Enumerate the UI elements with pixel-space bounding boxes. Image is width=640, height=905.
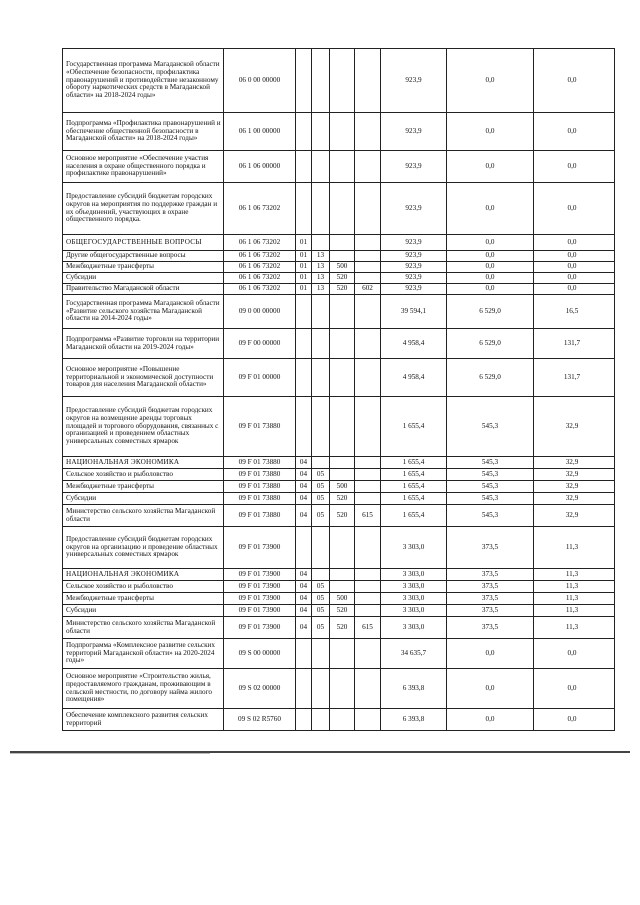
amount-planned-cell: 34 635,7 xyxy=(381,639,447,669)
target-article-cell: 06 1 06 00000 xyxy=(224,151,296,183)
subsection-cell xyxy=(312,397,330,457)
program-name-cell: Сельское хозяйство и рыболовство xyxy=(63,581,224,593)
amount-planned-cell: 923,9 xyxy=(381,235,447,251)
table-row xyxy=(63,251,615,262)
table-row xyxy=(63,262,615,273)
amount-planned-cell: 6 393,8 xyxy=(381,709,447,731)
department-cell xyxy=(355,493,381,505)
program-name-cell: Другие общегосударственные вопросы xyxy=(63,251,224,262)
target-article-cell: 06 1 00 00000 xyxy=(224,113,296,151)
target-article-cell: 09 F 01 73900 xyxy=(224,605,296,617)
execution-percent-cell: 0,0 xyxy=(534,262,615,273)
execution-percent-cell: 11,3 xyxy=(534,569,615,581)
table-row xyxy=(63,295,615,329)
expense-type-cell xyxy=(330,235,355,251)
department-cell xyxy=(355,581,381,593)
expense-type-cell xyxy=(330,359,355,397)
target-article-cell: 09 F 01 73880 xyxy=(224,505,296,527)
amount-executed-cell: 0,0 xyxy=(447,183,534,235)
department-cell xyxy=(355,469,381,481)
subsection-cell: 13 xyxy=(312,262,330,273)
target-article-cell: 06 1 06 73202 xyxy=(224,183,296,235)
subsection-cell: 13 xyxy=(312,284,330,295)
subsection-cell xyxy=(312,359,330,397)
subsection-cell xyxy=(312,709,330,731)
amount-executed-cell: 0,0 xyxy=(447,49,534,113)
section-cell xyxy=(296,151,312,183)
section-cell: 01 xyxy=(296,284,312,295)
amount-planned-cell: 923,9 xyxy=(381,151,447,183)
table-row xyxy=(63,527,615,569)
target-article-cell: 06 1 06 73202 xyxy=(224,273,296,284)
section-cell: 04 xyxy=(296,505,312,527)
expense-type-cell xyxy=(330,151,355,183)
expense-type-cell: 520 xyxy=(330,605,355,617)
expense-type-cell: 520 xyxy=(330,505,355,527)
section-cell: 04 xyxy=(296,457,312,469)
table-row xyxy=(63,639,615,669)
table-row xyxy=(63,49,615,113)
department-cell xyxy=(355,593,381,605)
section-cell xyxy=(296,527,312,569)
execution-percent-cell: 0,0 xyxy=(534,273,615,284)
footer-rule-faint xyxy=(10,753,210,754)
expense-type-cell xyxy=(330,251,355,262)
table-row xyxy=(63,359,615,397)
amount-executed-cell: 0,0 xyxy=(447,251,534,262)
department-cell xyxy=(355,49,381,113)
execution-percent-cell: 11,3 xyxy=(534,593,615,605)
department-cell: 615 xyxy=(355,617,381,639)
table-row xyxy=(63,581,615,593)
target-article-cell: 09 F 01 73900 xyxy=(224,581,296,593)
amount-executed-cell: 0,0 xyxy=(447,235,534,251)
execution-percent-cell: 11,3 xyxy=(534,617,615,639)
subsection-cell: 05 xyxy=(312,481,330,493)
amount-executed-cell: 373,5 xyxy=(447,617,534,639)
execution-percent-cell: 0,0 xyxy=(534,49,615,113)
program-name-cell: Подпрограмма «Развитие торговли на территории Магаданской области на 2019-2024 годы» xyxy=(63,329,224,359)
program-name-cell: Предоставление субсидий бюджетам городских округов на возмещение аренды торговых площадей и торгового оборудования, связанных с организацией и проведением областных универсальных совместных ярмарок xyxy=(63,397,224,457)
target-article-cell: 06 1 06 73202 xyxy=(224,251,296,262)
amount-planned-cell: 923,9 xyxy=(381,273,447,284)
expense-type-cell: 520 xyxy=(330,493,355,505)
subsection-cell: 13 xyxy=(312,273,330,284)
expense-type-cell: 500 xyxy=(330,262,355,273)
section-cell xyxy=(296,329,312,359)
target-article-cell: 09 F 01 73900 xyxy=(224,527,296,569)
execution-percent-cell: 131,7 xyxy=(534,359,615,397)
subsection-cell: 05 xyxy=(312,469,330,481)
program-name-cell: Подпрограмма «Профилактика правонарушений и обеспечение общественной безопасности в Магаданской области» на 2018-2024 годы» xyxy=(63,113,224,151)
amount-executed-cell: 6 529,0 xyxy=(447,329,534,359)
target-article-cell: 09 F 01 73900 xyxy=(224,593,296,605)
section-cell: 04 xyxy=(296,593,312,605)
section-cell: 04 xyxy=(296,481,312,493)
program-name-cell: Основное мероприятие «Строительство жилья, предоставляемого гражданам, проживающим в сельской местности, по договору найма жилого помещения» xyxy=(63,669,224,709)
table-row xyxy=(63,493,615,505)
program-name-cell: НАЦИОНАЛЬНАЯ ЭКОНОМИКА xyxy=(63,569,224,581)
program-name-cell: Сельское хозяйство и рыболовство xyxy=(63,469,224,481)
target-article-cell: 09 F 00 00000 xyxy=(224,329,296,359)
department-cell xyxy=(355,527,381,569)
amount-planned-cell: 4 958,4 xyxy=(381,359,447,397)
program-name-cell: Предоставление субсидий бюджетам городских округов на организацию и проведение областных универсальных совместных ярмарок xyxy=(63,527,224,569)
expense-type-cell: 500 xyxy=(330,593,355,605)
amount-executed-cell: 6 529,0 xyxy=(447,295,534,329)
table-row xyxy=(63,569,615,581)
execution-percent-cell: 32,9 xyxy=(534,493,615,505)
program-name-cell: Подпрограмма «Комплексное развитие сельских территорий Магаданской области» на 2020-2024 годы» xyxy=(63,639,224,669)
program-name-cell: Министерство сельского хозяйства Магаданской области xyxy=(63,617,224,639)
section-cell xyxy=(296,295,312,329)
execution-percent-cell: 32,9 xyxy=(534,397,615,457)
execution-percent-cell: 0,0 xyxy=(534,709,615,731)
amount-executed-cell: 0,0 xyxy=(447,113,534,151)
amount-executed-cell: 545,3 xyxy=(447,481,534,493)
expense-type-cell xyxy=(330,457,355,469)
department-cell xyxy=(355,639,381,669)
program-name-cell: Субсидии xyxy=(63,273,224,284)
subsection-cell xyxy=(312,183,330,235)
department-cell xyxy=(355,329,381,359)
expense-type-cell: 520 xyxy=(330,617,355,639)
department-cell xyxy=(355,235,381,251)
subsection-cell: 05 xyxy=(312,505,330,527)
target-article-cell: 06 1 06 73202 xyxy=(224,262,296,273)
expense-type-cell xyxy=(330,397,355,457)
program-name-cell: Правительство Магаданской области xyxy=(63,284,224,295)
subsection-cell xyxy=(312,113,330,151)
amount-planned-cell: 923,9 xyxy=(381,49,447,113)
table-row xyxy=(63,284,615,295)
amount-planned-cell: 6 393,8 xyxy=(381,669,447,709)
amount-planned-cell: 1 655,4 xyxy=(381,397,447,457)
subsection-cell xyxy=(312,639,330,669)
table-row xyxy=(63,235,615,251)
subsection-cell xyxy=(312,151,330,183)
program-name-cell: ОБЩЕГОСУДАРСТВЕННЫЕ ВОПРОСЫ xyxy=(63,235,224,251)
execution-percent-cell: 11,3 xyxy=(534,605,615,617)
table-row xyxy=(63,605,615,617)
program-name-cell: Субсидии xyxy=(63,493,224,505)
department-cell xyxy=(355,709,381,731)
department-cell: 602 xyxy=(355,284,381,295)
amount-executed-cell: 0,0 xyxy=(447,151,534,183)
amount-planned-cell: 39 594,1 xyxy=(381,295,447,329)
amount-planned-cell: 923,9 xyxy=(381,251,447,262)
expense-type-cell xyxy=(330,581,355,593)
target-article-cell: 06 0 00 00000 xyxy=(224,49,296,113)
amount-planned-cell: 3 303,0 xyxy=(381,605,447,617)
program-name-cell: Межбюджетные трансферты xyxy=(63,262,224,273)
target-article-cell: 09 0 00 00000 xyxy=(224,295,296,329)
expense-type-cell xyxy=(330,709,355,731)
department-cell xyxy=(355,295,381,329)
section-cell: 01 xyxy=(296,273,312,284)
subsection-cell xyxy=(312,295,330,329)
department-cell xyxy=(355,273,381,284)
subsection-cell xyxy=(312,49,330,113)
program-name-cell: Государственная программа Магаданской области «Обеспечение безопасности, профилактика правонарушений и противодействие незаконному обороту наркотических средств в Магаданской области» на 2018-2024 годы» xyxy=(63,49,224,113)
execution-percent-cell: 0,0 xyxy=(534,251,615,262)
target-article-cell: 09 F 01 73880 xyxy=(224,457,296,469)
execution-percent-cell: 32,9 xyxy=(534,457,615,469)
section-cell: 01 xyxy=(296,251,312,262)
program-name-cell: Обеспечение комплексного развития сельских территорий xyxy=(63,709,224,731)
execution-percent-cell: 32,9 xyxy=(534,481,615,493)
department-cell xyxy=(355,359,381,397)
amount-executed-cell: 373,5 xyxy=(447,605,534,617)
budget-table xyxy=(62,48,615,731)
amount-executed-cell: 545,3 xyxy=(447,457,534,469)
expense-type-cell xyxy=(330,669,355,709)
department-cell xyxy=(355,457,381,469)
subsection-cell xyxy=(312,457,330,469)
amount-executed-cell: 545,3 xyxy=(447,469,534,481)
program-name-cell: Государственная программа Магаданской области «Развитие сельского хозяйства Магаданской области на 2014-2024 годы» xyxy=(63,295,224,329)
section-cell: 04 xyxy=(296,605,312,617)
amount-planned-cell: 1 655,4 xyxy=(381,469,447,481)
table-row xyxy=(63,457,615,469)
subsection-cell: 05 xyxy=(312,593,330,605)
amount-planned-cell: 3 303,0 xyxy=(381,617,447,639)
amount-planned-cell: 1 655,4 xyxy=(381,457,447,469)
department-cell xyxy=(355,262,381,273)
section-cell xyxy=(296,397,312,457)
table-row xyxy=(63,397,615,457)
section-cell: 04 xyxy=(296,581,312,593)
table-row xyxy=(63,183,615,235)
target-article-cell: 09 F 01 73880 xyxy=(224,397,296,457)
department-cell xyxy=(355,151,381,183)
execution-percent-cell: 0,0 xyxy=(534,639,615,669)
table-body xyxy=(63,49,615,731)
subsection-cell: 05 xyxy=(312,493,330,505)
target-article-cell: 09 F 01 00000 xyxy=(224,359,296,397)
table-row xyxy=(63,593,615,605)
amount-planned-cell: 1 655,4 xyxy=(381,493,447,505)
execution-percent-cell: 0,0 xyxy=(534,113,615,151)
execution-percent-cell: 11,3 xyxy=(534,527,615,569)
section-cell: 01 xyxy=(296,235,312,251)
amount-planned-cell: 923,9 xyxy=(381,284,447,295)
section-cell: 04 xyxy=(296,569,312,581)
expense-type-cell: 500 xyxy=(330,481,355,493)
execution-percent-cell: 11,3 xyxy=(534,581,615,593)
target-article-cell: 09 F 01 73900 xyxy=(224,617,296,639)
amount-executed-cell: 0,0 xyxy=(447,273,534,284)
amount-executed-cell: 0,0 xyxy=(447,709,534,731)
program-name-cell: Основное мероприятие «Повышение территориальной и экономической доступности товаров для населения Магаданской области» xyxy=(63,359,224,397)
target-article-cell: 09 F 01 73880 xyxy=(224,469,296,481)
expense-type-cell xyxy=(330,295,355,329)
program-name-cell: Межбюджетные трансферты xyxy=(63,593,224,605)
amount-planned-cell: 3 303,0 xyxy=(381,593,447,605)
execution-percent-cell: 0,0 xyxy=(534,183,615,235)
program-name-cell: НАЦИОНАЛЬНАЯ ЭКОНОМИКА xyxy=(63,457,224,469)
section-cell xyxy=(296,639,312,669)
section-cell xyxy=(296,669,312,709)
table-row xyxy=(63,617,615,639)
section-cell: 04 xyxy=(296,617,312,639)
amount-planned-cell: 4 958,4 xyxy=(381,329,447,359)
amount-planned-cell: 923,9 xyxy=(381,183,447,235)
expense-type-cell: 520 xyxy=(330,284,355,295)
department-cell: 615 xyxy=(355,505,381,527)
expense-type-cell xyxy=(330,113,355,151)
table-row xyxy=(63,273,615,284)
section-cell xyxy=(296,359,312,397)
amount-planned-cell: 1 655,4 xyxy=(381,481,447,493)
target-article-cell: 09 S 00 00000 xyxy=(224,639,296,669)
department-cell xyxy=(355,605,381,617)
subsection-cell: 13 xyxy=(312,251,330,262)
execution-percent-cell: 0,0 xyxy=(534,235,615,251)
amount-executed-cell: 373,5 xyxy=(447,593,534,605)
subsection-cell: 05 xyxy=(312,605,330,617)
amount-executed-cell: 0,0 xyxy=(447,284,534,295)
target-article-cell: 09 S 02 R5760 xyxy=(224,709,296,731)
section-cell: 04 xyxy=(296,493,312,505)
amount-planned-cell: 3 303,0 xyxy=(381,581,447,593)
section-cell: 01 xyxy=(296,262,312,273)
section-cell xyxy=(296,113,312,151)
amount-executed-cell: 545,3 xyxy=(447,505,534,527)
table-row xyxy=(63,113,615,151)
amount-executed-cell: 373,5 xyxy=(447,581,534,593)
amount-executed-cell: 545,3 xyxy=(447,493,534,505)
target-article-cell: 09 F 01 73880 xyxy=(224,481,296,493)
section-cell xyxy=(296,183,312,235)
target-article-cell: 09 F 01 73900 xyxy=(224,569,296,581)
amount-planned-cell: 923,9 xyxy=(381,113,447,151)
table-row xyxy=(63,329,615,359)
program-name-cell: Предоставление субсидий бюджетам городских округов на мероприятия по поддержке граждан и их объединений, участвующих в охране общественного порядка. xyxy=(63,183,224,235)
execution-percent-cell: 0,0 xyxy=(534,284,615,295)
subsection-cell xyxy=(312,527,330,569)
execution-percent-cell: 32,9 xyxy=(534,469,615,481)
department-cell xyxy=(355,251,381,262)
expense-type-cell: 520 xyxy=(330,273,355,284)
program-name-cell: Субсидии xyxy=(63,605,224,617)
amount-executed-cell: 6 529,0 xyxy=(447,359,534,397)
execution-percent-cell: 0,0 xyxy=(534,151,615,183)
amount-planned-cell: 923,9 xyxy=(381,262,447,273)
section-cell xyxy=(296,709,312,731)
target-article-cell: 09 F 01 73880 xyxy=(224,493,296,505)
expense-type-cell xyxy=(330,469,355,481)
subsection-cell xyxy=(312,235,330,251)
amount-executed-cell: 545,3 xyxy=(447,397,534,457)
execution-percent-cell: 16,5 xyxy=(534,295,615,329)
department-cell xyxy=(355,113,381,151)
department-cell xyxy=(355,569,381,581)
amount-planned-cell: 3 303,0 xyxy=(381,569,447,581)
expense-type-cell xyxy=(330,639,355,669)
table-row xyxy=(63,505,615,527)
subsection-cell: 05 xyxy=(312,581,330,593)
department-cell xyxy=(355,481,381,493)
program-name-cell: Министерство сельского хозяйства Магаданской области xyxy=(63,505,224,527)
subsection-cell xyxy=(312,569,330,581)
amount-executed-cell: 0,0 xyxy=(447,669,534,709)
table-row xyxy=(63,669,615,709)
department-cell xyxy=(355,397,381,457)
table-row xyxy=(63,151,615,183)
expense-type-cell xyxy=(330,49,355,113)
department-cell xyxy=(355,183,381,235)
subsection-cell xyxy=(312,329,330,359)
subsection-cell: 05 xyxy=(312,617,330,639)
section-cell: 04 xyxy=(296,469,312,481)
amount-executed-cell: 0,0 xyxy=(447,639,534,669)
program-name-cell: Межбюджетные трансферты xyxy=(63,481,224,493)
execution-percent-cell: 0,0 xyxy=(534,669,615,709)
amount-executed-cell: 0,0 xyxy=(447,262,534,273)
amount-planned-cell: 3 303,0 xyxy=(381,527,447,569)
amount-executed-cell: 373,5 xyxy=(447,569,534,581)
table-row xyxy=(63,481,615,493)
program-name-cell: Основное мероприятие «Обеспечение участия населения в охране общественного порядка и профилактике правонарушений» xyxy=(63,151,224,183)
target-article-cell: 06 1 06 73202 xyxy=(224,284,296,295)
expense-type-cell xyxy=(330,183,355,235)
expense-type-cell xyxy=(330,527,355,569)
amount-executed-cell: 373,5 xyxy=(447,527,534,569)
amount-planned-cell: 1 655,4 xyxy=(381,505,447,527)
target-article-cell: 06 1 06 73202 xyxy=(224,235,296,251)
department-cell xyxy=(355,669,381,709)
expense-type-cell xyxy=(330,569,355,581)
execution-percent-cell: 131,7 xyxy=(534,329,615,359)
table-row xyxy=(63,469,615,481)
subsection-cell xyxy=(312,669,330,709)
table-row xyxy=(63,709,615,731)
target-article-cell: 09 S 02 00000 xyxy=(224,669,296,709)
expense-type-cell xyxy=(330,329,355,359)
execution-percent-cell: 32,9 xyxy=(534,505,615,527)
section-cell xyxy=(296,49,312,113)
